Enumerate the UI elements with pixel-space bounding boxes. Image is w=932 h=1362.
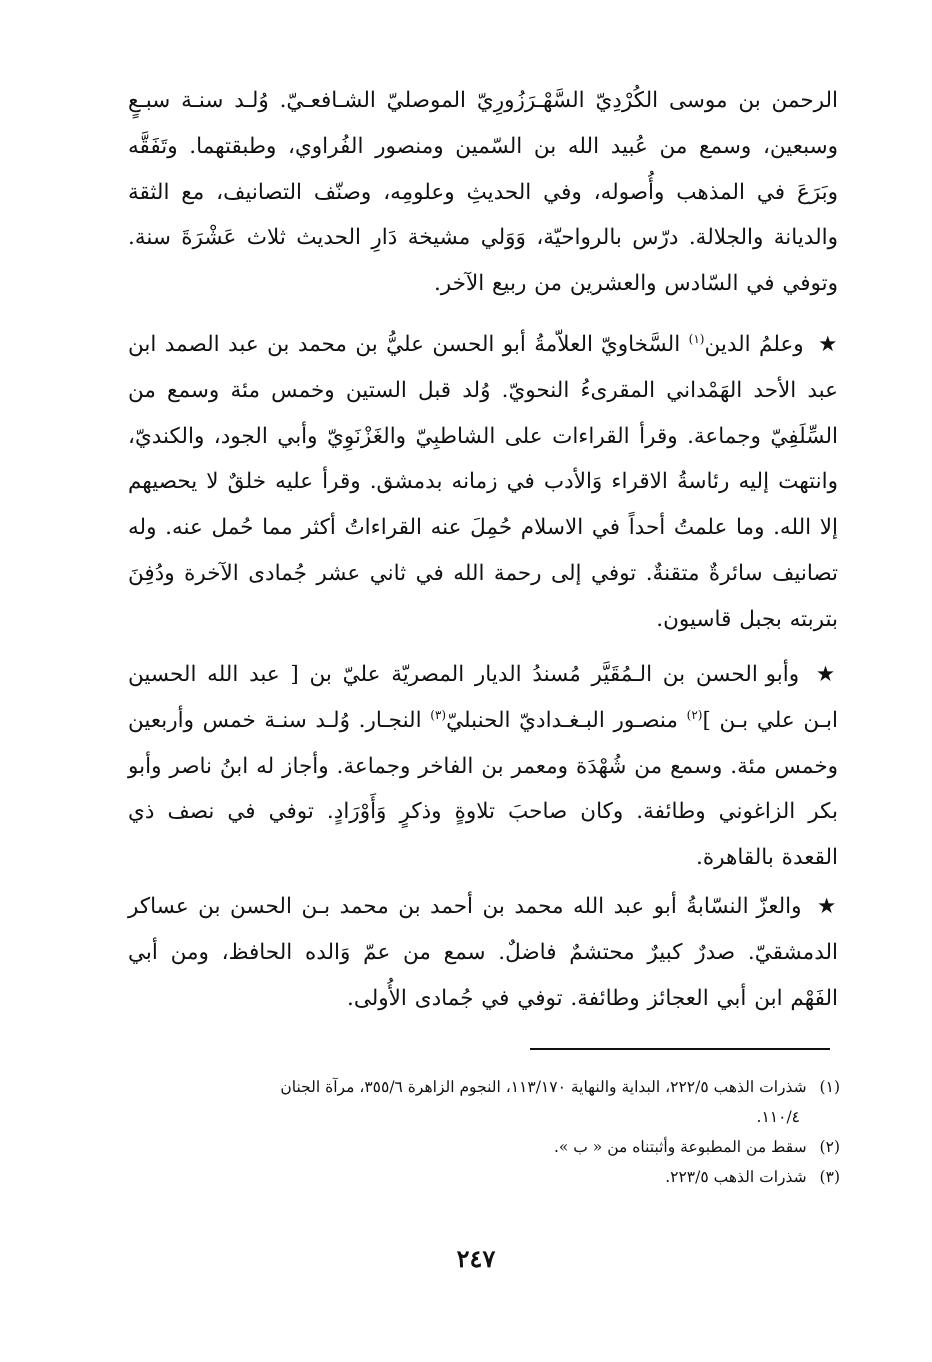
footnotes: [128, 1072, 840, 1192]
footnote-1: [128, 1072, 840, 1102]
star-icon: ★: [815, 662, 838, 687]
paragraph-text: الرحمن بن موسى الكُرْدِيّ السَّهْـرَزُورِيّ الموصليّ الشـافعـيّ. وُلـد سنـة سبـعٍ وسبعين، وسمع من عُبيد الله بن السّمين ومنصور الفُراوي، وطبقتهما. وتَفَقَّه وبَرَعَ في المذهب وأُصوله، وفي الحديثِ وعلومِه، وصنّف التصانيف، مع الثقة والديانة والجلالة. درّس بالرواحيّة، وَوَلي مشيخة دَارِ الحديث ثلاث عَشْرَةَ سنة. وتوفي في السّادس والعشرين من ربيع الآخر.: [128, 88, 838, 297]
footnote-text: سقط من المطبوعة وأثبتناه من « ب ».: [553, 1138, 807, 1156]
footnote-ref: (١): [688, 331, 705, 346]
paragraph-4: [128, 884, 838, 1021]
paragraph-text: وأبو الحسن بن الـمُقَيَّر مُسندُ الديار المصريّة عليّ بن [ عبد الله الحسين ابـن علي بـن ]: [128, 662, 839, 733]
footnote-2: [128, 1132, 840, 1162]
page-number: ٢٤٧: [456, 1244, 496, 1273]
paragraph-2: [128, 322, 838, 643]
footnote-ref: (٣): [430, 707, 447, 722]
footnote-ref: (٢): [686, 707, 703, 722]
footnote-text: شذرات الذهب ٢٢٣/٥.: [665, 1168, 807, 1186]
paragraph-text: والعزّ النسّابةُ أبو عبد الله محمد بن أحمد بن محمد بـن الحسن بن عساكر الدمشقيّ. صدرٌ كبيرٌ محتشمٌ فاضلٌ. سمع من عمّ وَالده الحافظ، ومن أبي الفَهْم ابن أبي العجائز وطائفة. توفي في جُمادى الأُولى.: [128, 894, 838, 1011]
footnote-text: شذرات الذهب ٢٢٢/٥، البداية والنهاية ١١٣/١٧٠، النجوم الزاهرة ٣٥٥/٦، مرآة الجنان: [280, 1078, 807, 1096]
footnote-number: (٢): [819, 1138, 840, 1156]
paragraph-text: منصـور البـغـداديّ الحنبليّ: [446, 707, 678, 733]
footnote-number: (١): [819, 1078, 840, 1096]
footnote-divider: [530, 1048, 830, 1050]
paragraph-3: [128, 652, 838, 881]
footnote-number: (٣): [819, 1168, 840, 1186]
paragraph-text: النجـار. وُلـد سنـة خمس وأربعين وخمس مئة. وسمع من شُهْدَة ومعمر بن الفاخر وجماعة. وأجاز له ابنُ ناصر وأبو بكر الزاغوني وطائفة. وكان صاحبَ تلاوةٍ وذكرٍ وَأَوْرَادٍ. توفي في نصف ذي القعدة بالقاهرة.: [128, 707, 838, 871]
paragraph-1: [128, 78, 838, 307]
star-icon: ★: [818, 332, 838, 357]
footnote-3: [128, 1162, 840, 1192]
footnote-text: ١١٠/٤.: [756, 1108, 800, 1126]
paragraph-text: وعلمُ الدين: [704, 332, 804, 357]
footnote-1-continued: [128, 1102, 840, 1132]
star-icon: ★: [817, 894, 838, 919]
paragraph-text: السَّخاويّ العلاّمةُ أبو الحسن عليُّ بن محمد بن عبد الصمد ابن عبد الأحد الهَمْداني المقرىءُ النحويّ. وُلد قبل الستين وخمس مئة وسمع من السِّلَفِيّ وجماعة. وقرأ القراءات على الشاطبِيّ والغَزْنَوِيّ وأبي الجود، والكنديّ، وانتهت إليه رئاسةُ الاقراء وَالأدب في زمانه بدمشق. وقرأ عليه خلقٌ لا يحصيهم إلا الله. وما علمتُ أحداً في الاسلام حُمِلَ عنه القراءاتُ أكثر مما حُمل عنه. وله تصانيف سائرةٌ متقنةٌ. توفي إلى رحمة الله في ثاني عشر جُمادى الآخرة ودُفِنَ بتربته بجبل قاسيون.: [128, 332, 838, 632]
